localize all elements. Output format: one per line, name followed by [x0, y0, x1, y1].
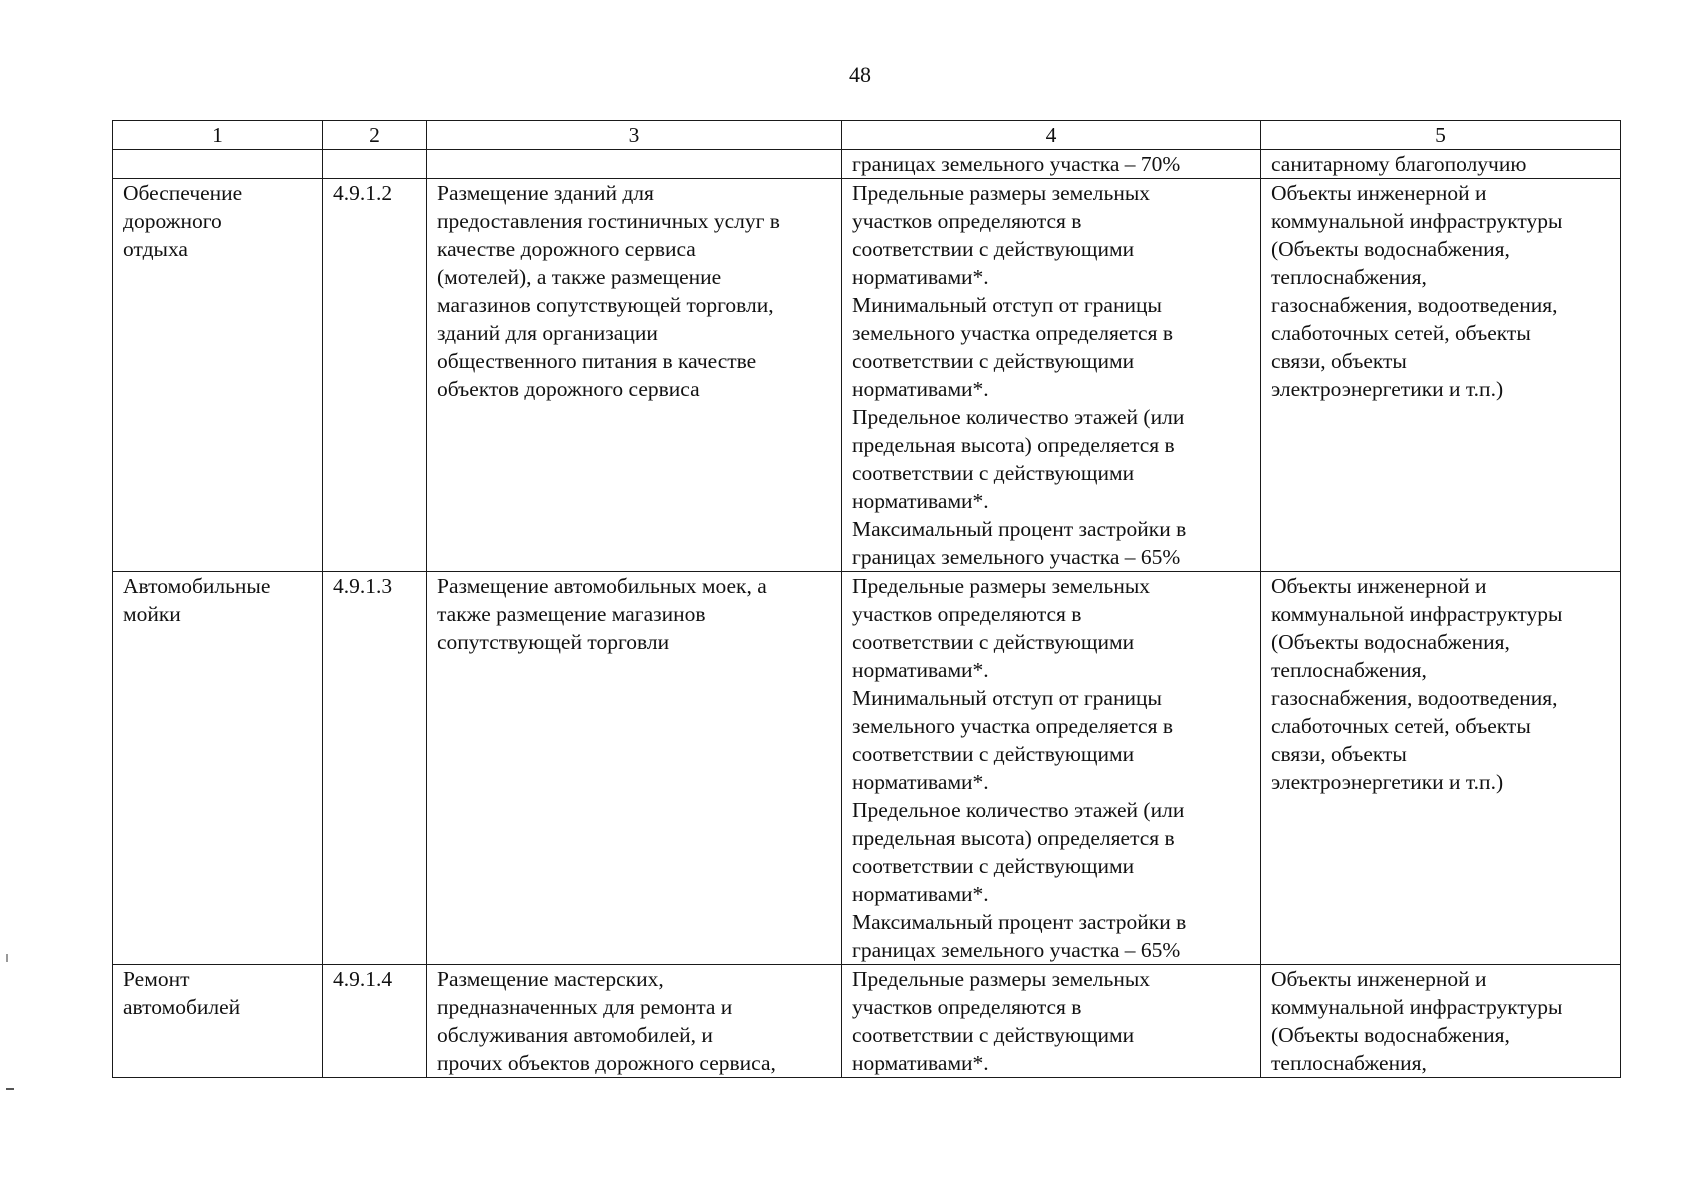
use-name-cell: Обеспечение дорожного отдыха — [113, 179, 323, 572]
use-name-cell: Ремонт автомобилей — [113, 965, 323, 1078]
use-description-cell: Размещение мастерских, предназначенных для ремонта и обслуживания автомобилей, и прочих объектов дорожного сервиса, — [427, 965, 842, 1078]
scan-mark — [6, 1088, 14, 1090]
use-code-cell: 4.9.1.3 — [323, 572, 427, 965]
parameters-cell: Предельные размеры земельных участков определяются в соответствии с действующими нормативами*. — [842, 965, 1261, 1078]
table-row — [113, 179, 1621, 572]
table-cell — [427, 150, 842, 179]
zoning-table — [112, 120, 1621, 1078]
use-description-cell: Размещение автомобильных моек, а также размещение магазинов сопутствующей торговли — [427, 572, 842, 965]
continuation-row — [113, 150, 1621, 179]
use-name-cell: Автомобильные мойки — [113, 572, 323, 965]
parameters-cell: Предельные размеры земельных участков определяются в соответствии с действующими нормативами*. Минимальный отступ от границы земельного участка определяется в соответствии с действующими нормативами*. Предельное количество этажей (или предельная высота) определяется в соответствии с действующими нормативами*. Максимальный процент застройки в границах земельного участка – 65% — [842, 572, 1261, 965]
auxiliary-uses-cell: Объекты инженерной и коммунальной инфраструктуры (Объекты водоснабжения, теплоснабжения, газоснабжения, водоотведения, слаботочных сетей, объекты связи, объекты электроэнергетики и т.п.) — [1261, 179, 1621, 572]
column-header: 2 — [323, 121, 427, 150]
use-code-cell: 4.9.1.4 — [323, 965, 427, 1078]
column-header: 4 — [842, 121, 1261, 150]
auxiliary-uses-cell: Объекты инженерной и коммунальной инфраструктуры (Объекты водоснабжения, теплоснабжения, газоснабжения, водоотведения, слаботочных сетей, объекты связи, объекты электроэнергетики и т.п.) — [1261, 572, 1621, 965]
table-cell — [113, 150, 323, 179]
column-header: 1 — [113, 121, 323, 150]
auxiliary-uses-cell: Объекты инженерной и коммунальной инфраструктуры (Объекты водоснабжения, теплоснабжения, — [1261, 965, 1621, 1078]
use-code-cell: 4.9.1.2 — [323, 179, 427, 572]
table-header-row — [113, 121, 1621, 150]
table-row — [113, 965, 1621, 1078]
scan-mark — [6, 954, 8, 962]
column-header: 3 — [427, 121, 842, 150]
table-cell: границах земельного участка – 70% — [842, 150, 1261, 179]
table-cell: санитарному благополучию — [1261, 150, 1621, 179]
parameters-cell: Предельные размеры земельных участков определяются в соответствии с действующими нормативами*. Минимальный отступ от границы земельного участка определяется в соответствии с действующими нормативами*. Предельное количество этажей (или предельная высота) определяется в соответствии с действующими нормативами*. Максимальный процент застройки в границах земельного участка – 65% — [842, 179, 1261, 572]
use-description-cell: Размещение зданий для предоставления гостиничных услуг в качестве дорожного сервиса (мотелей), а также размещение магазинов сопутствующей торговли, зданий для организации общественного питания в качестве объектов дорожного сервиса — [427, 179, 842, 572]
table-row — [113, 572, 1621, 965]
page-number: 48 — [849, 62, 871, 87]
column-header: 5 — [1261, 121, 1621, 150]
table-cell — [323, 150, 427, 179]
